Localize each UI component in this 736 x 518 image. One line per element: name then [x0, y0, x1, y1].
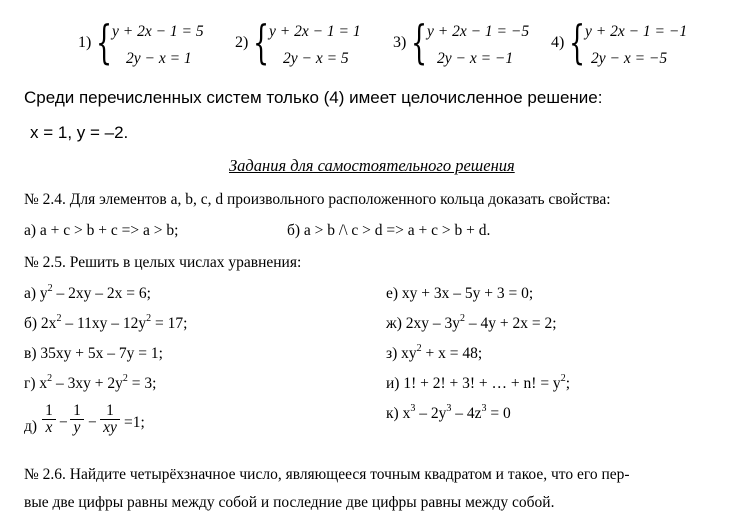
fraction-2: 1 y	[70, 403, 84, 436]
system-eq2: 2y − x = −1	[437, 50, 514, 67]
system-1	[78, 15, 218, 70]
problem-2-4-a: а) a + c > b + c => a > b;	[24, 222, 179, 239]
system-eq1: y + 2x − 1 = 5	[112, 23, 204, 40]
fraction-3: 1 xy	[100, 403, 120, 436]
fraction-1: 1 x	[42, 403, 56, 436]
system-label: 1)	[78, 34, 92, 51]
system-4	[551, 15, 711, 70]
left-brace-icon: {	[96, 15, 113, 69]
system-eq2: 2y − x = 5	[283, 50, 349, 67]
system-label: 3)	[393, 34, 407, 51]
eq-c: в) 35xy + 5x – 7y = 1;	[24, 345, 163, 362]
left-brace-icon: {	[253, 15, 270, 69]
eq-d: г) $x^2 - 3xy + 2y^2 = 3$;	[24, 373, 157, 392]
eq-h: з) $xy^2 + x = 48$;	[386, 343, 483, 362]
minus-sign: −	[59, 414, 68, 431]
minus-sign: −	[88, 414, 97, 431]
problem-2-4: № 2.4. Для элементов a, b, c, d произвольного расположенного кольца доказать свойства:	[24, 191, 611, 208]
conclusion-line1: Среди перечисленных систем только (4) имеет целочисленное решение:	[24, 88, 603, 107]
problem-2-6-line2: вые две цифры равны между собой и последние две цифры равны между собой.	[24, 494, 555, 511]
problem-2-4-b: б) a > b /\ c > d => a + c > b + d.	[287, 222, 491, 239]
eq-i: и) 1! + 2! + 3! + … + n! = $y^2$;	[386, 373, 570, 392]
section-title: Задания для самостоятельного решения	[229, 156, 515, 175]
eq-k: к) $x^3 - 2y^3 - 4z^3 = 0$	[386, 403, 511, 422]
left-brace-icon: {	[411, 15, 428, 69]
eq-a: а) $y^2 - 2xy - 2x = 6$;	[24, 283, 151, 302]
left-brace-icon: {	[569, 15, 586, 69]
conclusion-line2: x = 1, y = –2.	[30, 123, 129, 142]
problem-2-5: № 2.5. Решить в целых числах уравнения:	[24, 254, 302, 271]
system-2	[235, 15, 375, 70]
eq-b: б) $2x^2 - 11xy - 12y^2 = 17$;	[24, 313, 188, 332]
eq-e-label: д)	[24, 418, 38, 435]
eq-e-rhs: =1;	[124, 414, 145, 431]
system-label: 2)	[235, 34, 249, 51]
system-eq1: y + 2x − 1 = −1	[585, 23, 688, 40]
system-3	[393, 15, 543, 70]
system-eq2: 2y − x = −5	[591, 50, 668, 67]
system-eq1: y + 2x − 1 = −5	[427, 23, 530, 40]
problem-2-6-line1: № 2.6. Найдите четырёхзначное число, являющееся точным квадратом и такое, что его пер-	[24, 466, 630, 483]
eq-f: е) xy + 3x – 5y + 3 = 0;	[386, 285, 534, 302]
system-label: 4)	[551, 34, 565, 51]
system-eq2: 2y − x = 1	[126, 50, 192, 67]
eq-g: ж) $2xy - 3y^2 - 4y + 2x = 2$;	[386, 313, 557, 332]
system-eq1: y + 2x − 1 = 1	[269, 23, 361, 40]
